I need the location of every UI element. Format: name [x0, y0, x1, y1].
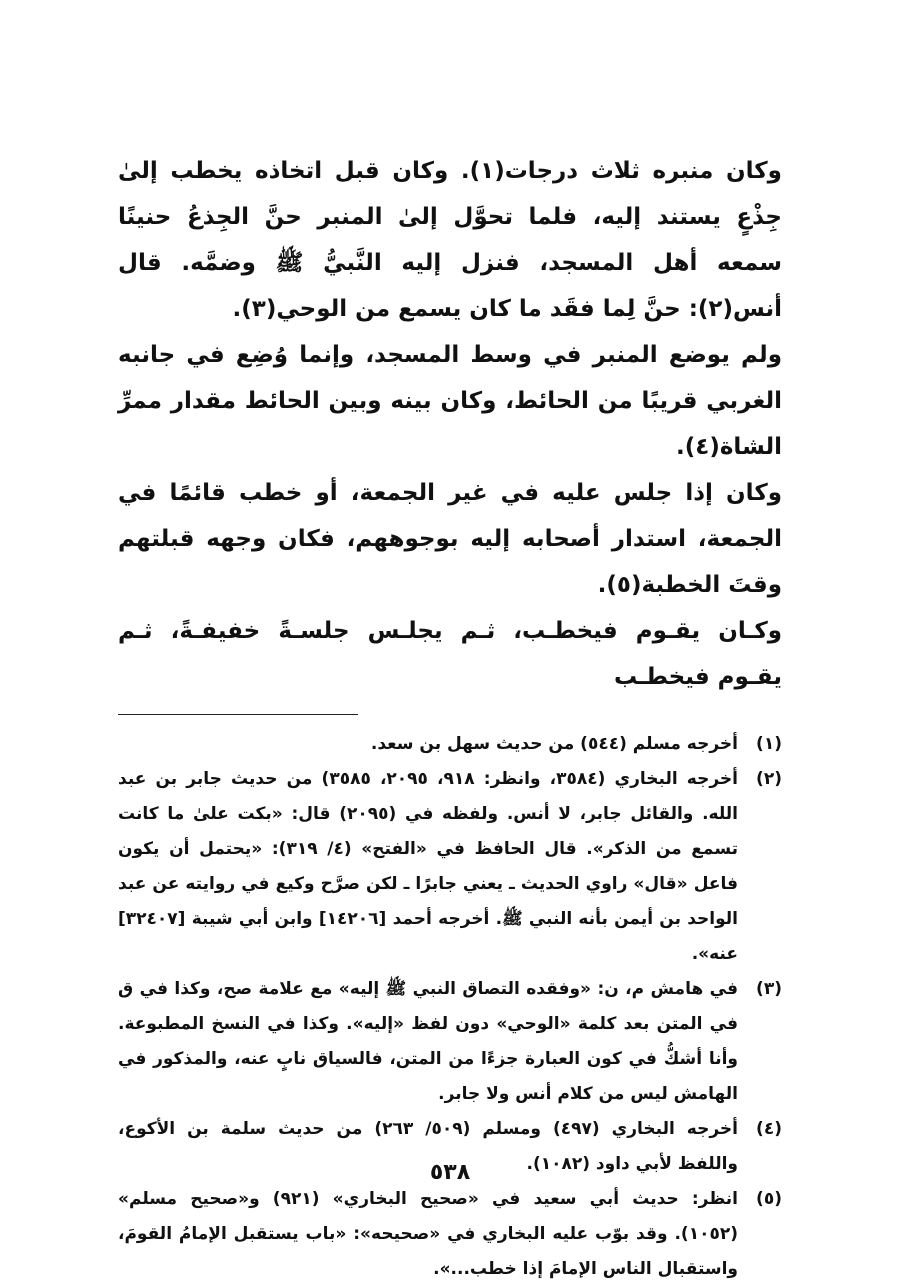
- footnotes: [118, 727, 782, 1287]
- page-number: ٥٣٨: [429, 1160, 471, 1185]
- footnote-number: (٤): [756, 1119, 782, 1139]
- paragraph-3: وكان إذا جلس عليه في غير الجمعة، أو خطب قائمًا في الجمعة، استدار أصحابه إليه بوجوههم، فكان وجهه قبلتهم وقتَ الخطبة(٥).: [118, 480, 782, 598]
- paragraph-2: ولم يوضع المنبر في وسط المسجد، وإنما وُضِع في جانبه الغربي قريبًا من الحائط، وكان بينه وبين الحائط مقدار ممرِّ الشاة(٤).: [118, 342, 782, 460]
- footnote-number: (٥): [756, 1189, 782, 1209]
- footnote-number: (١): [756, 734, 782, 754]
- footnote-separator: [118, 714, 358, 715]
- footnote-3: [118, 972, 782, 1112]
- paragraph-1: وكان منبره ثلاث درجات(١). وكان قبل اتخاذه يخطب إلىٰ جِذْعٍ يستند إليه، فلما تحوَّل إلىٰ المنبر حنَّ الجِذعُ حنينًا سمعه أهل المسجد، فنزل إليه النَّبيُّ ﷺ وضمَّه. قال أنس(٢): حنَّ لِما فقَد ما كان يسمع من الوحي(٣).: [118, 158, 782, 322]
- footnote-2: [118, 762, 782, 972]
- page-body: [118, 148, 782, 1287]
- footnote-5: [118, 1182, 782, 1287]
- footnote-text: أخرجه البخاري (٤٩٧) ومسلم (٥٠٩/ ٢٦٣) من حديث سلمة بن الأكوع، واللفظ لأبي داود (١٠٨٢).: [118, 1119, 738, 1174]
- footnote-1: [118, 727, 782, 762]
- footnote-number: (٣): [756, 979, 782, 999]
- footnote-text: أخرجه البخاري (٣٥٨٤، وانظر: ٩١٨، ٢٠٩٥، ٣٥٨٥) من حديث جابر بن عبد الله. والقائل جابر، لا أنس. ولفظه في (٢٠٩٥) قال: «بكت علىٰ ما كانت تسمع من الذكر». قال الحافظ في «الفتح» (٤/ ٣١٩): «يحتمل أن يكون فاعل «قال» راوي الحديث ـ يعني جابرًا ـ لكن صرَّح وكيع في روايته عن عبد الواحد بن أيمن بأنه النبي ﷺ. أخرجه أحمد [١٤٢٠٦] وابن أبي شيبة [٣٢٤٠٧] عنه».: [118, 769, 739, 964]
- footnote-number: (٢): [756, 769, 782, 789]
- footnote-text: في هامش م، ن: «وفقده التصاق النبي ﷺ إليه» مع علامة صح، وكذا في ق في المتن بعد كلمة «الوحي» دون لفظ «إليه». وكذا في النسخ المطبوعة. وأنا أشكُّ في كون العبارة جزءًا من المتن، فالسياق نابٍ عنه، والمذكور في الهامش ليس من كلام أنس ولا جابر.: [118, 979, 738, 1104]
- footnote-text: انظر: حديث أبي سعيد في «صحيح البخاري» (٩٢١) و«صحيح مسلم» (١٠٥٢). وقد بوّب عليه البخاري في «صحيحه»: «باب يستقبل الإمامُ القومَ، واستقبال الناس الإمامَ إذا خطب...».: [118, 1189, 739, 1279]
- paragraph-4: وكـان يقـوم فيخطـب، ثـم يجلـس جلسـةً خفيفـةً، ثـم يقـوم فيخطـب: [118, 618, 782, 690]
- footnote-text: أخرجه مسلم (٥٤٤) من حديث سهل بن سعد.: [370, 734, 738, 754]
